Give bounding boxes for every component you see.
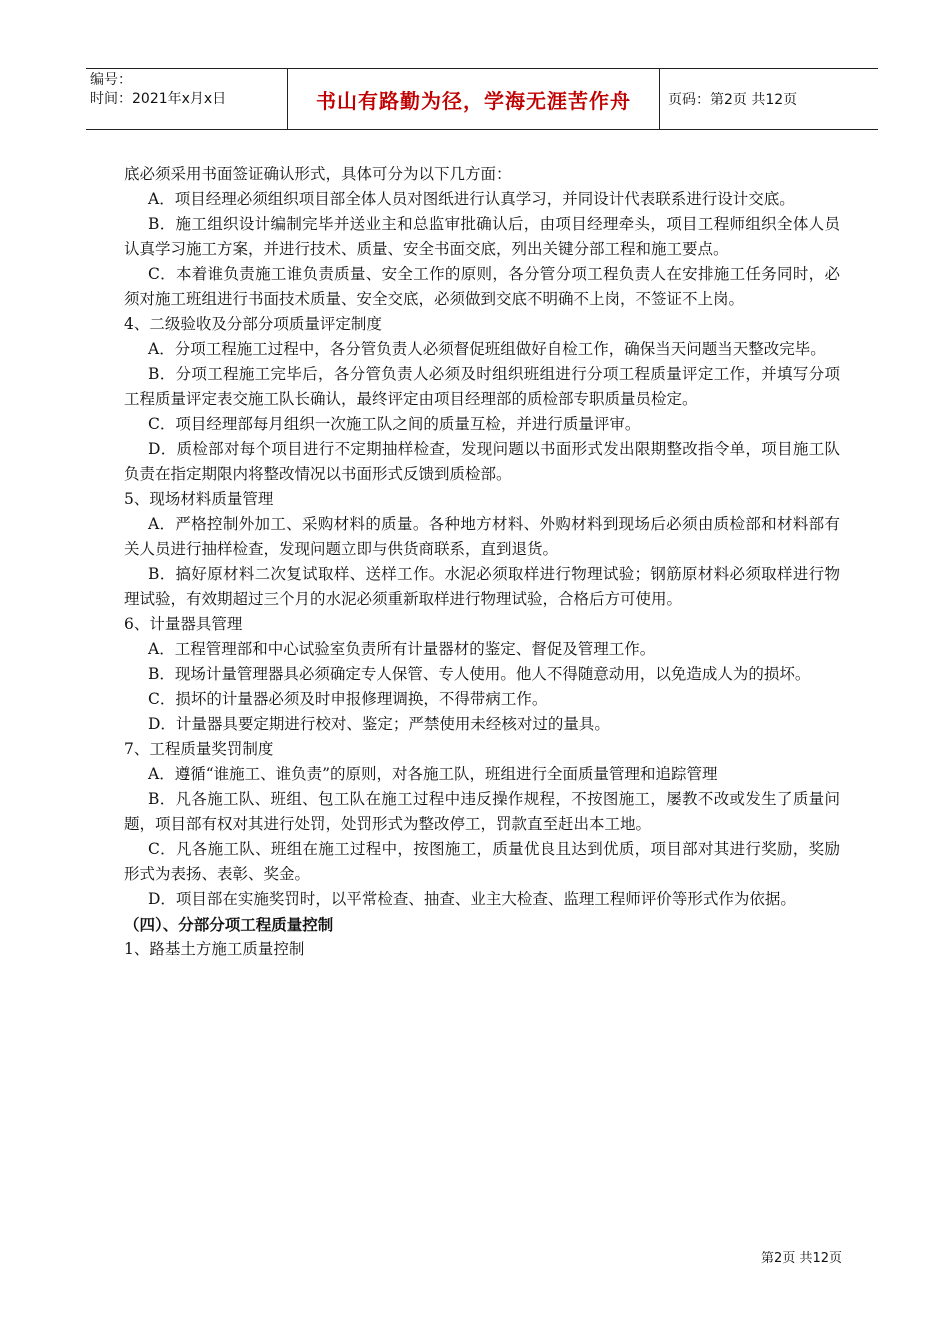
- section-heading: 7、工程质量奖罚制度: [124, 740, 274, 758]
- section-heading: 1、路基土方施工质量控制: [124, 940, 305, 958]
- page-footer: 第2页 共12页: [761, 1251, 842, 1266]
- paragraph: D．项目部在实施奖罚时，以平常检查、抽查、业主大检查、监理工程师评价等形式作为依据。: [148, 890, 796, 908]
- paragraph: C．项目经理部每月组织一次施工队之间的质量互检，并进行质量评审。: [148, 415, 641, 433]
- chapter-heading: （四）、分部分项工程质量控制: [124, 915, 334, 934]
- paragraph: A．遵循“谁施工、谁负责”的原则，对各施工队，班组进行全面质量管理和追踪管理: [148, 765, 718, 783]
- paragraph: B．搞好原材料二次复试取样、送样工作。水泥必须取样进行物理试验；钢筋原材料必须取样进行物理试验，有效期超过三个月的水泥必须重新取样进行物理试验，合格后方可使用。: [124, 565, 840, 608]
- header-motto: 书山有路勤为径，学海无涯苦作舟: [288, 69, 660, 129]
- page-header: [86, 68, 878, 130]
- section-heading: 6、计量器具管理: [124, 615, 243, 633]
- paragraph: D．计量器具要定期进行校对、鉴定；严禁使用未经核对过的量具。: [148, 715, 610, 733]
- paragraph: D．质检部对每个项目进行不定期抽样检查，发现问题以书面形式发出限期整改指令单，项目施工队负责在指定期限内将整改情况以书面形式反馈到质检部。: [124, 440, 840, 483]
- paragraph: B．施工组织设计编制完毕并送业主和总监审批确认后，由项目经理牵头，项目工程师组织全体人员认真学习施工方案，并进行技术、质量、安全书面交底，列出关键分部工程和施工要点。: [124, 215, 840, 258]
- paragraph: 底必须采用书面签证确认形式，具体可分为以下几方面：: [124, 165, 512, 183]
- code-label: 编号：: [90, 72, 132, 88]
- header-meta: [86, 69, 288, 129]
- paragraph: A．分项工程施工过程中，各分管负责人必须督促班组做好自检工作，确保当天问题当天整改完毕。: [148, 340, 826, 358]
- header-page: 页码：第2页 共12页: [668, 92, 798, 108]
- paragraph: C．凡各施工队、班组在施工过程中，按图施工，质量优良且达到优质，项目部对其进行奖励，奖励形式为表扬、表彰、奖金。: [124, 840, 840, 883]
- paragraph: C．损坏的计量器必须及时申报修理调换，不得带病工作。: [148, 690, 548, 708]
- paragraph: B．分项工程施工完毕后，各分管负责人必须及时组织班组进行分项工程质量评定工作，并填写分项工程质量评定表交施工队长确认，最终评定由项目经理部的质检部专职质量员检定。: [124, 365, 840, 408]
- section-heading: 4、二级验收及分部分项质量评定制度: [124, 315, 382, 333]
- paragraph: A．严格控制外加工、采购材料的质量。各种地方材料、外购材料到现场后必须由质检部和材料部有关人员进行抽样检查，发现问题立即与供货商联系，直到退货。: [124, 515, 840, 558]
- document-body: [124, 162, 840, 962]
- section-heading: 5、现场材料质量管理: [124, 490, 274, 508]
- time-label: 时间：2021年x月x日: [90, 91, 227, 107]
- paragraph: A．项目经理必须组织项目部全体人员对图纸进行认真学习，并同设计代表联系进行设计交底。: [148, 190, 795, 208]
- paragraph: C．本着谁负责施工谁负责质量、安全工作的原则，各分管分项工程负责人在安排施工任务同时，必须对施工班组进行书面技术质量、安全交底，必须做到交底不明确不上岗，不签证不上岗。: [124, 265, 840, 308]
- paragraph: B．现场计量管理器具必须确定专人保管、专人使用。他人不得随意动用，以免造成人为的损坏。: [148, 665, 811, 683]
- paragraph: B．凡各施工队、班组、包工队在施工过程中违反操作规程，不按图施工，屡教不改或发生了质量问题，项目部有权对其进行处罚，处罚形式为整改停工，罚款直至赶出本工地。: [124, 790, 840, 833]
- paragraph: A．工程管理部和中心试验室负责所有计量器材的鉴定、督促及管理工作。: [148, 640, 656, 658]
